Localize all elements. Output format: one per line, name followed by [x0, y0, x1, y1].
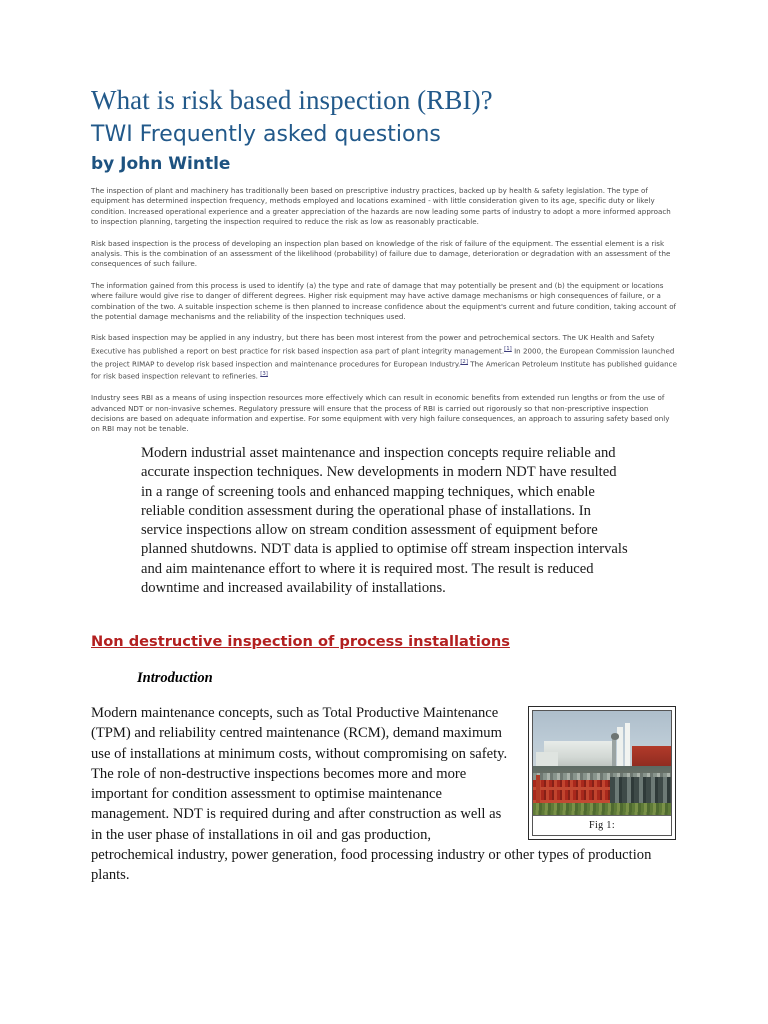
- intro-paragraph-4-with-references: [91, 333, 679, 382]
- figure-image: [532, 710, 672, 836]
- reference-link-2[interactable]: [2]: [460, 358, 469, 365]
- photo-stack-right: [625, 723, 630, 768]
- page-subtitle: TWI Frequently asked questions: [91, 122, 441, 147]
- photo-dark-process-units: [610, 777, 671, 804]
- figure-1: [528, 706, 676, 840]
- highlight-paragraph-block: [141, 444, 631, 598]
- ref-paragraph-part-2: In 2000, the European Commission launched the project RIMAP to develop risk based inspection and maintenance procedures for European Industry.: [91, 346, 675, 368]
- author-byline: by John Wintle: [91, 154, 231, 174]
- photo-stack-grey: [612, 736, 616, 768]
- reference-link-1[interactable]: [1]: [504, 345, 512, 352]
- reference-link-3[interactable]: [3]: [260, 371, 268, 378]
- section-heading: Non destructive inspection of process installations: [91, 633, 510, 650]
- intro-paragraph-3: The information gained from this process is used to identify (a) the type and rate of damage that may potentially be present and (b) the equipment or locations where failure would give rise to danger of different degrees. Higher risk equipment may have active damage mechanisms or high consequences of failure, or a combination of the two. A suitable inspection scheme is then planned to increase confidence about the equipment's current and future condition, taking account of the potential damage mechanisms and the reliability of the inspection techniques used.: [91, 280, 677, 322]
- intro-paragraph-5: Industry sees RBI as a means of using inspection resources more effectively which can result in economic benefits from extended run lengths or from the use of advanced NDT or non-invasive schemes. Regulatory pressure will ensure that the process of RBI is carried out rigorously so that non-prescriptive inspection decisions are based on adequate information and expertise. For some equipment with very high failure consequences, an approach to assuring safety based only on RBI may not be tenable.: [91, 393, 670, 434]
- highlight-paragraph: Modern industrial asset maintenance and inspection concepts require reliable and accurate inspection techniques. New developments in modern NDT have resulted in a range of screening tools and enhanced mapping techniques, which enable reliable condition assessment during the operational phase of installations. In service inspections allow on stream condition assessment of equipment before planned shutdowns. NDT data is applied to optimise off stream inspection intervals and aim maintenance effort to where it is required most. The result is reduced downtime and increased availability of installations.: [141, 445, 628, 597]
- ref-paragraph-part-3: The American Petroleum Institute has published guidance for risk based inspection relevant to refineries.: [91, 359, 677, 381]
- figure-caption: Fig 1:: [533, 815, 671, 835]
- ref-paragraph-part-1: Risk based inspection may be applied in any industry, but there has been most interest from the power and petrochemical sectors. The UK Health and Safety Executive has published a report on best practice for risk based inspection asa part of plant integrity management.: [91, 333, 655, 356]
- section-body-paragraph: Modern maintenance concepts, such as Total Productive Maintenance (TPM) and reliability centred maintenance (RCM), demand maximum use of installations at minimum costs, without compromising on safety. The role of non-destructive inspections becomes more and more important for condition assessment to optimise maintenance management. NDT is required during and after construction as well as in the user phase of installations in oil and gas production, petrochemical industry, power generation, food processing industry or other types of production plants.: [91, 705, 652, 884]
- section-sub-heading: Introduction: [137, 670, 213, 686]
- intro-paragraph-block: [91, 186, 679, 435]
- section-body-block: [91, 703, 676, 886]
- photo-tank: [611, 733, 619, 739]
- page-title: What is risk based inspection (RBI)?: [91, 85, 493, 115]
- title-block: [91, 84, 691, 175]
- intro-paragraph-2: Risk based inspection is the process of developing an inspection plan based on knowledge of the risk of failure of the equipment. The essential element is a risk analysis. This is the combination of an assessment of the likelihood (probability) of failure due to damage, deterioration or degradation with an assessment of the consequences of such failure.: [91, 238, 671, 269]
- intro-paragraph-1: The inspection of plant and machinery has traditionally been based on prescriptive industry practices, backed up by health & safety legislation. The type of equipment has determined inspection frequency, methods employed and locations examined - with little consideration given to its age, specific duty or likely condition. Increased operational experience and a greater appreciation of the hazards are now leading some parts of industry to adopt a more informed approach to inspection planning, targeting the inspection required to reduce the risk as low as reasonably practicable.: [91, 186, 671, 227]
